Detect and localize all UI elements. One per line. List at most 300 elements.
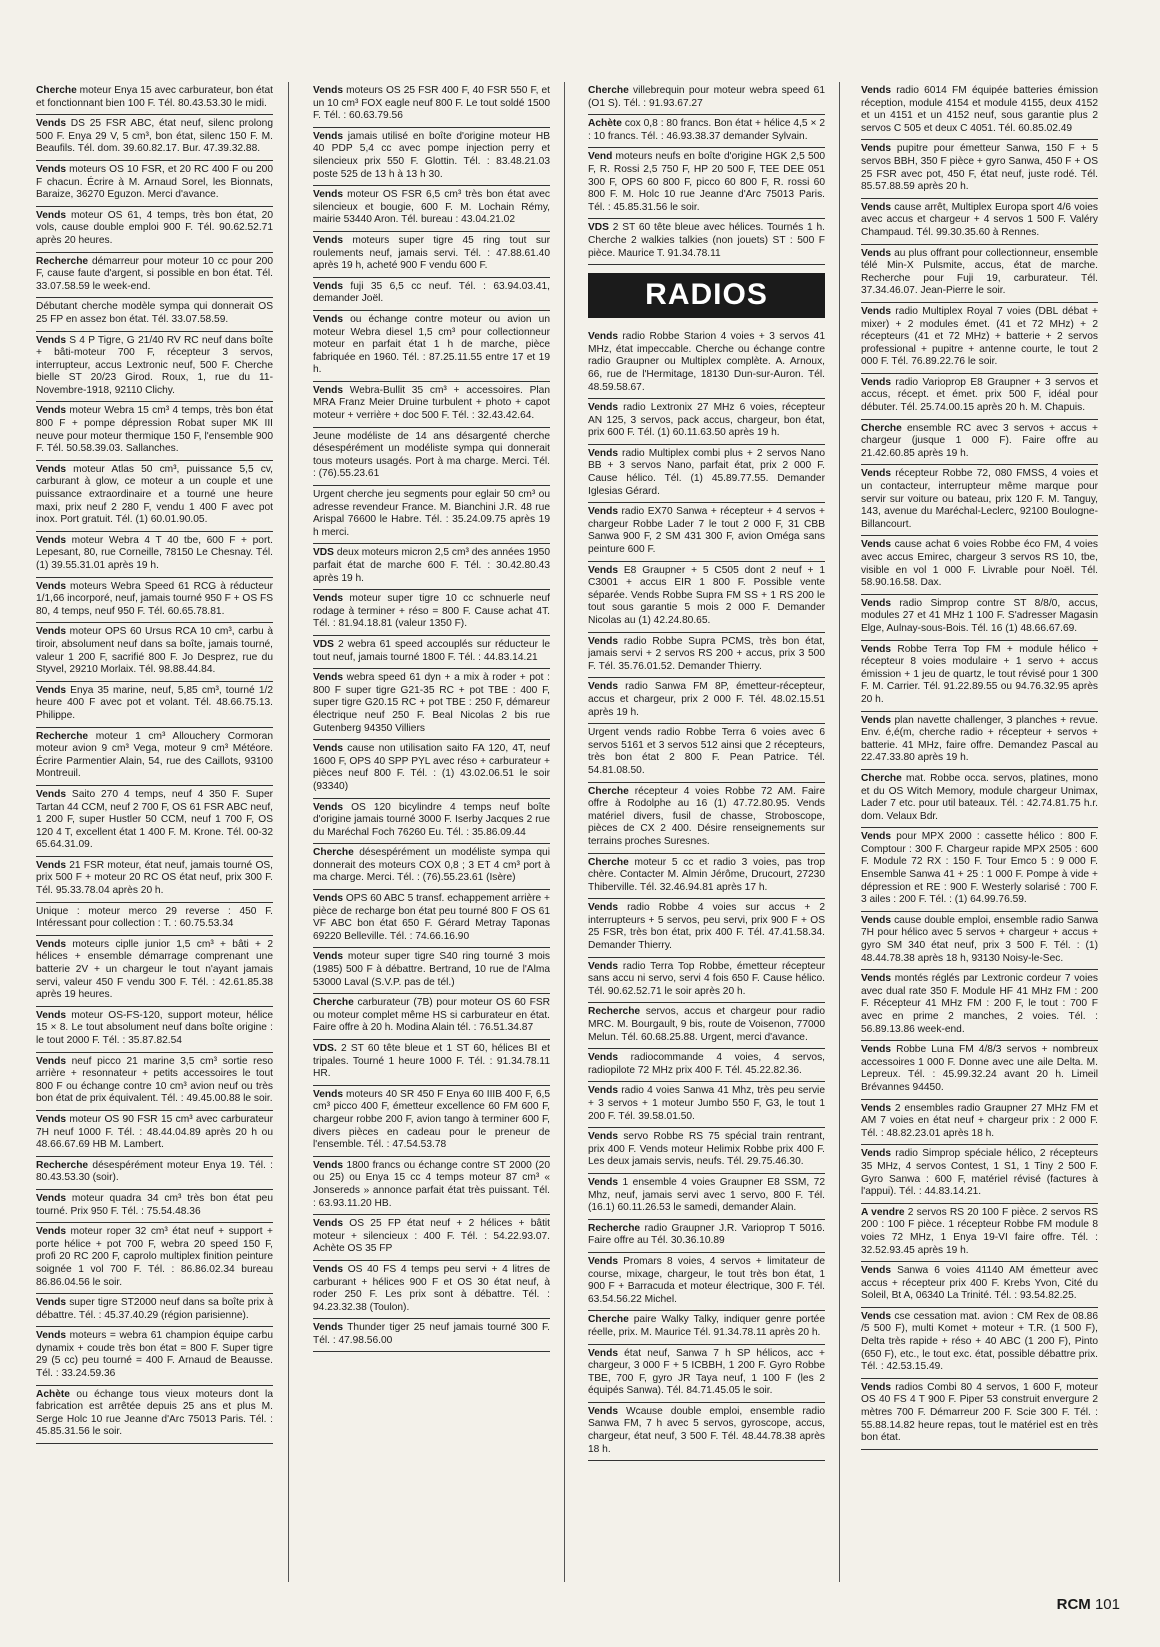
classified-ad (36, 786, 273, 857)
ad-keyword: Recherche (588, 1006, 641, 1018)
classified-ad (861, 140, 1098, 198)
ad-keyword: Vends (36, 1009, 67, 1021)
ad-keyword: Vends (313, 893, 344, 905)
ad-text: Urgent cherche jeu segments pour eglair 50 cm³ ou adresse revendeur France. M. Bianchini J.R. 48 rue Arispal 76600 le Habre. Tél. : 35.24.09.75 après 19 h merci. (313, 489, 550, 538)
classified-ad (313, 544, 550, 590)
ad-text: radio Simprop spéciale hélico, 2 récepteurs 35 MHz, 4 servos Contest, 1 S1, 1 Tiny 2 500 F. Gyro Sanwa : 600 F, matériel révisé (factures à l'appui). Tél. : 44.83.14.21. (861, 1148, 1098, 1198)
classified-ad (313, 428, 550, 486)
ad-keyword: Vends (313, 280, 344, 292)
classified-ad (861, 1262, 1098, 1308)
ad-keyword: Vends (861, 1148, 892, 1160)
ad-keyword: Cherche (861, 772, 902, 784)
ad-text: servos, accus et chargeur pour radio MRC. M. Bourgault, 9 bis, route de Voisenon, 77000 Melun. Tél. 60.68.25.88. Urgent, merci d'avance. (588, 1006, 825, 1043)
classified-ad (36, 682, 273, 728)
classified-ad (861, 828, 1098, 912)
classified-ad (36, 532, 273, 578)
classified-ad (588, 1403, 825, 1461)
ad-keyword: Vends (861, 85, 892, 96)
classified-ad (588, 1049, 825, 1082)
ad-text: moteur Enya 15 avec carburateur, bon état et fonctionnant bien 100 F. Tél. 80.43.53.30 le midi. (36, 85, 273, 109)
ad-keyword: Vends (36, 938, 67, 950)
ad-text: 2 ST 60 tête bleue avec hélices. Tournés 1 h. Cherche 2 walkies talkies (non jouets) ST : 500 F pièce. Maurice T. 91.34.78.11 (588, 222, 825, 259)
ad-keyword: Vends (313, 1159, 344, 1171)
ad-text: paire Walky Talky, indiquer genre portée réelle, prix. M. Maurice Tél. 91.34.78.11 après 20 h. (588, 1314, 825, 1338)
ad-keyword: Vends (588, 1052, 619, 1064)
classified-ad (588, 503, 825, 561)
classified-ad (36, 461, 273, 532)
ad-keyword: Vends (861, 247, 892, 259)
ad-keyword: Vends (36, 534, 67, 546)
classified-ad (588, 1311, 825, 1344)
classified-ad (313, 590, 550, 636)
ad-text: ou échange contre moteur ou avion un moteur Webra diesel 1,5 cm³ pour collectionneur moteur en parfait état 1 h de marche, pièce fabriquée en 1960. Tél. : 87.25.11.55 entre 17 et 19 h. (313, 313, 550, 376)
magazine-name: RCM (1056, 1596, 1091, 1613)
ad-keyword: Vends (313, 801, 344, 813)
ad-text: OS 120 bicylindre 4 temps neuf boîte d'origine jamais tourné 3000 F. Iserby Jacques 2 rue du Maréchal Foch 76260 Eu. Tél. : 35.86.09.44 (313, 801, 550, 838)
ad-keyword: Vends (588, 331, 619, 343)
ad-text: Sanwa 6 voies 41140 AM émetteur avec accus + récepteur prix 400 F. Krebs Yvon, Cité du Soleil, Bt A, 06340 La Trinité. Tél. : 93.54.82.25. (861, 1265, 1098, 1302)
classified-ad (36, 623, 273, 681)
ad-text: cause non utilisation saito FA 120, 4T, neuf 1600 F, OPS 40 SPP PYL avec réso + carburateur + pièces neuf 800 F. Tél. : (1) 43.02.06.51 le soir (93340) (313, 743, 550, 792)
ad-keyword: Recherche (36, 1159, 89, 1171)
ad-text: OS 40 FS 4 temps peu servi + 4 litres de carburant + hélices 900 F et OS 30 état neuf, à roder 250 F. Les prix sont à débattre. Tél. : 94.23.32.38 (Toulon). (313, 1263, 550, 1313)
classified-ad (861, 82, 1098, 140)
ad-text: plan navette challenger, 3 planches + revue. Env. é,é(m, cherche radio + récepteur + servos + batterie. 41 MHz, faire offre. Demandez Pascal au 22.47.33.80 après 19 h. (861, 714, 1098, 764)
classified-ad (861, 199, 1098, 245)
classified-ad (313, 1157, 550, 1215)
ad-text: neuf picco 21 marine 3,5 cm³ sortie reso arrière + resonnateur + petits accessoires le tout 800 F ou échange contre 10 cm³ avion neuf ou très bon état de prix équivalent. Tél. : 49.45.00.88 le soir. (36, 1055, 273, 1105)
ad-keyword: Vends (313, 313, 344, 325)
ad-keyword: Vends (861, 1310, 892, 1322)
classified-ad (588, 783, 825, 854)
ad-text: Débutant cherche modèle sympa qui donnerait OS 25 FP en assez bon état. Tél. 33.07.58.59. (36, 301, 273, 325)
ad-keyword: Vends (861, 143, 892, 155)
ad-text: DS 25 FSR ABC, état neuf, silenc prolong 500 F. Enya 29 V, 5 cm³, bon état, silenc 150 F. M. Beaufils. Tél. dom. 39.60.82.17. Bur. 47.39.32.88. (36, 118, 273, 155)
page-number: 101 (1094, 1596, 1120, 1613)
classified-ad (36, 1190, 273, 1223)
ad-text: moteurs = webra 61 champion équipe carbu dynamix + coude très bon état = 800 F. Super tigre 29 (5 cc) peu tourné = 400 F. Arnaud de Beausse. Tél. : 33.24.59.36 (36, 1330, 273, 1380)
ad-keyword: Vends (36, 405, 67, 417)
classified-ad (861, 1145, 1098, 1203)
ad-keyword: Vends (588, 1405, 619, 1417)
ad-keyword: Vends (313, 951, 344, 963)
ad-text: moteurs 40 SR 450 F Enya 60 IIIB 400 F, 6,5 cm³ picco 400 F, émetteur excellence 60 FM 600 F, chargeur robbe 200 F, avion tango à terminer 600 F, divers pièces en cadeau pour le preneur de l'ensemble. Tél. : 47.54.53.78 (313, 1088, 550, 1151)
classified-ad (313, 232, 550, 278)
classified-ad (36, 1053, 273, 1111)
classified-ad (36, 161, 273, 207)
ad-text: Robbe Luna FM 4/8/3 servos + nombreux accessoires 1 000 F. Donne avec une aile Delta. M. Lepreux. Tél. : 45.99.32.24 avant 20 h. Limeil Brévannes 94450. (861, 1044, 1098, 1093)
classified-ad (36, 1007, 273, 1053)
ad-keyword: Vend (588, 151, 613, 163)
ad-keyword: Recherche (588, 1222, 641, 1234)
classified-ad (36, 1294, 273, 1327)
ad-text: radio Lextronix 27 MHz 6 voies, récepteur AN 125, 3 servos, pack accus, chargeur, bon état, prix 600 F. Tél. (1) 60.11.63.50 après 19 h. (588, 402, 825, 439)
ad-text: radio Terra Top Robbe, émetteur récepteur sans accu ni servo, servi 4 fois 650 F. Cause hélico. Tél. 90.62.52.71 le soir après 20 h. (588, 960, 825, 997)
ad-text: Webra-Bullit 35 cm³ + accessoires. Plan MRA Franz Meier Druine turbulent + photo + capot moteur + verrière + doc 500 F. Tél. : 32.43.42.64. (313, 384, 550, 422)
classified-ad (861, 912, 1098, 970)
ad-keyword: Vends (36, 163, 67, 175)
classified-ad (313, 486, 550, 544)
classified-ad (313, 948, 550, 994)
ad-keyword: VDS (588, 222, 609, 234)
ad-text: OS 25 FP état neuf + 2 hélices + bâtit moteur + silencieux : 400 F. Tél. : 54.22.93.07. Achète OS 35 FP (313, 1218, 550, 1255)
classified-ad (313, 636, 550, 669)
ad-keyword: Vends (36, 334, 67, 346)
ad-keyword: Vends (313, 384, 344, 396)
ad-text: radio Robbe Starion 4 voies + 3 servos 41 MHz, état impeccable. Cherche ou échange contre radio Graupner ou Multiplex complète. A. Arnoux, 66, rue de l'Hermitage, 18130 Dun-sur-Auron. Tél. 48.59.58.67. (588, 331, 825, 393)
ad-text: radio Graupner J.R. Varioprop T 5016. Faire offre au Tél. 30.36.10.89 (588, 1222, 825, 1247)
ad-keyword: VDS. (313, 1043, 337, 1054)
ad-text: démarreur pour moteur 10 cc pour 200 F, cause faute d'argent, si possible en bon état. Tél. 33.07.58.59 le week-end. (36, 255, 273, 292)
ad-text: au plus offrant pour collectionneur, ensemble télé Min-X Pulsmite, accus, état de marche. Recherche pour Fuji 19, carburateur. Tél. 37.34.46.07. Jean-Pierre le soir. (861, 247, 1098, 297)
classified-ad (313, 740, 550, 798)
ad-keyword: Vends (588, 681, 619, 693)
ad-keyword: A vendre (861, 1206, 905, 1218)
ad-text: moteur OS 61, 4 temps, très bon état, 20 vols, cause double emploi 900 F. Tél. 90.62.52.71 après 20 heures. (36, 209, 273, 246)
ad-text: webra speed 61 dyn + a mix à roder + pot : 800 F super tigre G21-35 RC + pot TBE : 400 F, super tigre G20.15 RC + pot TBE : 250 F, démareur électrique neuf 250 F. Beal Nicolas 2 bis rue Gutenberg 94350 Villiers (313, 672, 550, 734)
ad-keyword: Vends (313, 234, 344, 246)
ad-text: moteurs neufs en boîte d'origine HGK 2,5 500 F, R. Rossi 2,5 750 F, HP 20 500 F, TEE DEE 051 300 F, OPS 60 800 F, picco 60 800 F, R. rossi 60 800 F. M. Holc 10 rue Jeanne d'Arc 75013 Paris. Tél. : 45.85.31.56 le soir. (588, 151, 825, 213)
classified-ad (588, 1082, 825, 1128)
ad-keyword: VDS (313, 547, 334, 559)
ad-text: Thunder tiger 25 neuf jamais tourné 300 F. Tél. : 47.98.56.00 (313, 1322, 550, 1346)
ad-text: désespérément un modéliste sympa qui donnerait des moteurs COX 0,8 ; 3 ET 4 cm³ port à ma charge. Merci. Tél. : (76).55.23.61 (Isère) (313, 847, 550, 884)
ad-keyword: Vends (861, 914, 892, 926)
ad-keyword: Cherche (588, 1314, 629, 1326)
ad-text: ou échange tous vieux moteurs dont la fabrication est arrêtée depuis 25 ans et plus M. Serge Holc 10 rue Jeanne d'Arc 75013 Paris. Tél. : 45.85.31.56 le soir. (36, 1388, 273, 1438)
classified-ad (36, 115, 273, 161)
section-header-radios: RADIOS (588, 273, 825, 318)
ad-keyword: Vends (313, 593, 344, 605)
ad-text: moteurs super tigre 45 ring tout sur roulements neuf, jamais servi. Tél. : 47.88.61.40 après 19 h, acheté 900 F vendu 600 F. (313, 234, 550, 272)
ad-text: moteur OS-FS-120, support moteur, hélice 15 × 8. Le tout absolument neuf dans boîte origine : le tout 2000 F. Tél. : 35.87.82.54 (36, 1009, 273, 1046)
ad-keyword: Vends (861, 305, 892, 317)
ad-keyword: Cherche (313, 997, 354, 1009)
ad-keyword: Recherche (36, 255, 89, 267)
classified-ad (36, 1111, 273, 1157)
ad-keyword: Achète (588, 118, 622, 130)
ad-keyword: Vends (588, 902, 619, 914)
ad-keyword: Vends (588, 1255, 619, 1267)
ad-keyword: Vends (36, 463, 67, 475)
ad-keyword: Vends (588, 635, 619, 647)
classified-ad (313, 186, 550, 232)
ad-keyword: Vends (36, 580, 67, 592)
ad-keyword: Vends (36, 1055, 67, 1067)
ad-text: OPS 60 ABC 5 transf. echappement arrière + pièce de recharge bon état peu tourné 800 F OS 61 VF ABC bon état 650 F. Gérard Metray Taponas 69220 Belleville. Tél. : 74.66.16.90 (313, 893, 550, 942)
ad-text: radio Varioprop E8 Graupner + 3 servos et accus, récept. et émet. prix 500 F, idéal pour débuter. Tél. 25.74.00.15 après 20 h. M. Chapuis. (861, 376, 1098, 414)
classified-ad (588, 445, 825, 503)
ad-text: Enya 35 marine, neuf, 5,85 cm³, tourné 1/2 heure 400 F avec pot et volant. Tél. 48.66.75.13. Philippe. (36, 684, 273, 721)
classified-ad (861, 1041, 1098, 1099)
classified-ad (313, 1261, 550, 1319)
ad-text: ensemble RC avec 3 servos + accus + chargeur (jusque 1 000 F). Faire offre au 21.42.60.85 après 19 h. (861, 422, 1098, 459)
classified-ad (588, 958, 825, 1004)
classified-ad (861, 970, 1098, 1041)
ad-keyword: Cherche (861, 422, 902, 434)
classified-ad (36, 82, 273, 115)
ad-text: radio 6014 FM équipée batteries émission réception, module 4154 et module 4155, deux 4152 et un 4151 et un 4152 neuf, sous garantie plus 2 servos C 505 et deux C 4051. Tél. 60.85.02.49 (861, 85, 1098, 134)
ad-text: 1800 francs ou échange contre ST 2000 (20 ou 25) ou Enya 15 cc 4 temps moteur 87 cm³ « Jonsereds » annonce parfait état très puissant. Tél. : 63.93.11.20 HB. (313, 1159, 550, 1209)
classified-ad (36, 1223, 273, 1294)
ad-text: S 4 P Tigre, G 21/40 RV RC neuf dans boîte + bâti-moteur 700 F, récepteur 3 servos, interrupteur, accus Lextronic neuf, 500 F. Cherche bielle ST 20/23 Girod. Roux, 1, rue du 11-Novembre-1918, 92110 Clichy. (36, 334, 273, 396)
classified-ad (588, 899, 825, 957)
classified-ad (588, 148, 825, 219)
ad-keyword: Vends (313, 85, 344, 96)
ad-keyword: Vends (861, 1044, 892, 1056)
ad-text: radio Multiplex combi plus + 2 servos Nano BB + 3 servos Nano, parfait état, prix 2 000 F. Cause hélico. Tél. (1) 45.89.77.55. Demander Iglesias Gérard. (588, 447, 825, 497)
classified-ad (588, 1128, 825, 1174)
ad-keyword: Vends (588, 447, 619, 459)
column-divider (839, 82, 840, 1582)
ad-text: radio Robbe 4 voies sur accus + 2 interrupteurs + 5 servos, peu servi, prix 900 F + OS 25 FSR, très bon état, prix 400 F. Tél. 47.41.58.34. Demander Thierry. (588, 902, 825, 952)
ad-text: deux moteurs micron 2,5 cm³ des années 1950 parfait état de marche 600 F. Tél. : 30.42.80.43 après 19 h. (313, 547, 550, 584)
classified-ad (861, 374, 1098, 420)
classified-ad (861, 1204, 1098, 1262)
ad-text: 2 servos RS 20 100 F pièce. 2 servos RS 200 : 100 F pièce. 1 récepteur Robbe FM module 8 voies 72 MHz, 1 Enya 19-VI faire offre. Tél. : 32.52.93.45 après 19 h. (861, 1206, 1098, 1256)
ad-text: moteur roper 32 cm³ état neuf + support + porte hélice + pot 700 F, webra 20 speed 150 F, profi 20 RC 200 F, caprolo multiplex finition peinture soignée 1 vol 700 F. Tél. : 86.86.02.34 bureau 86.86.04.56 le soir. (36, 1226, 273, 1288)
ad-keyword: Vends (36, 1330, 67, 1342)
classified-ad (313, 278, 550, 311)
ad-keyword: Vends (588, 1131, 619, 1143)
ad-keyword: Vends (861, 201, 892, 213)
ad-keyword: Vends (588, 402, 619, 414)
ad-text: Promars 8 voies, 4 servos + limitateur de course, mixage, chargeur, le tout très bon état, 1 900 F + Barracuda et moteur électrique, 300 F. Tél. 63.54.56.22 Michel. (588, 1255, 825, 1305)
ad-text: cause arrêt, Multiplex Europa sport 4/6 voies avec accus et chargeur + 4 servos 1 500 F. Valéry Champaud. Tél. 99.30.35.60 à Rennes. (861, 201, 1098, 238)
ad-text: mat. Robbe occa. servos, platines, mono et du OS Witch Memory, module chargeur Unimax, Lader 7 etc. pour util bateaux. Tél. : 42.74.81.75 h.r. dom. Velaux Bdr. (861, 772, 1098, 822)
ad-keyword: Cherche (588, 856, 629, 868)
ad-text: moteur OS 90 FSR 15 cm³ avec carburateur 7H neuf 1000 F. Tél. : 48.44.04.89 après 20 h ou 48.66.67.69 HB M. Lambert. (36, 1113, 273, 1151)
ad-text: cox 0,8 : 80 francs. Bon état + hélice 4,5 × 2 : 10 francs. Tél. : 46.93.38.37 demander Sylvain. (588, 118, 825, 142)
classified-ad (313, 799, 550, 845)
classified-ad (861, 712, 1098, 770)
ad-keyword: Vends (36, 1113, 67, 1125)
ad-keyword: Vends (36, 1192, 67, 1204)
ad-keyword: Vends (588, 960, 619, 972)
classified-ad (36, 1386, 273, 1444)
classified-ad (588, 1003, 825, 1049)
classified-ad (313, 890, 550, 948)
ad-text: montés réglés par Lextronic cordeur 7 voies avec dual rate 350 F. Module HF 41 MHz FM : 200 F. Récepteur 41 MHz FM : 200 F, le tout : 700 F avec en prime 2 manches, 2 voies. Tél. : 56.89.13.86 week-end. (861, 973, 1098, 1035)
ad-keyword: Vends (313, 189, 344, 201)
classified-ad (588, 562, 825, 633)
ad-keyword: Vends (861, 1102, 892, 1114)
classified-ad (588, 1253, 825, 1311)
classified-ad (36, 728, 273, 786)
classified-ad (313, 1086, 550, 1157)
column-1 (36, 82, 273, 1582)
ad-text: moteur super tigre S40 ring tourné 3 mois (1985) 500 F à débattre. Bertrand, 10 rue de l'Alma 53000 Laval (S.V.P. pas de tél.) (313, 951, 550, 988)
column-divider (564, 82, 565, 1582)
ad-text: Urgent vends radio Robbe Terra 6 voies avec 6 servos 5161 et 3 servos 512 ainsi que 2 récepteurs, très bon état 2 800 F. Pean Patrice. Tél. 54.81.08.50. (588, 727, 825, 776)
ad-keyword: Vends (36, 684, 67, 696)
ad-text: radio Multiplex Royal 7 voies (DBL débat + mixer) + 2 modules émet. (41 et 72 MHz) + 2 récepteurs (41 et 72 MHz) + batterie + 2 servos professional + pupitre + antenne courte, le tout 2 000 F. Tél. 76.89.22.76 le soir. (861, 305, 1098, 368)
classified-ad (313, 994, 550, 1040)
ad-text: moteur OPS 60 Ursus RCA 10 cm³, carbu à tiroir, absolument neuf dans sa boîte, jamais tourné, valeur 1 200 F, sacrifié 800 F. Jo Desprez, rue du Styvel, 29210 Morlaix. Tél. 98.88.44.84. (36, 626, 273, 676)
ad-keyword: Vends (36, 1226, 67, 1238)
ad-text: désespérément moteur Enya 19. Tél. : 80.43.53.30 (soir). (36, 1159, 273, 1184)
ad-keyword: Vends (36, 788, 67, 800)
classified-ad (36, 578, 273, 624)
classified-ad (36, 903, 273, 936)
ad-keyword: Cherche (36, 85, 77, 96)
classified-ad (588, 854, 825, 900)
classified-ad (36, 207, 273, 253)
classified-ad (313, 844, 550, 890)
ad-text: Unique : moteur merco 29 reverse : 450 F. Intéressant pour collection : T. : 60.75.53.34 (36, 905, 273, 930)
ad-keyword: Vends (861, 539, 892, 551)
ad-text: récepteur Robbe 72, 080 FMSS, 4 voies et un contacteur, interrupteur même marque pour servir sur voiture ou bateau, prix 120 F. M. Tanguy, 143, avenue du Maréchal-Leclerc, 92100 Boulogne-Billancourt. (861, 468, 1098, 530)
ad-text: moteur 1 cm³ Allouchery Cormoran moteur avion 9 cm³ Vega, moteur 9 cm³ Météore. Écrire Parmentier Alain, 54, rue des Caillots, 93100 Montreuil. (36, 730, 273, 780)
classified-ad (588, 115, 825, 148)
ad-text: radio Robbe Supra PCMS, très bon état, jamais servi + 2 servos RS 200 + accus, prix 3 500 F. Tél. 35.76.01.52. Demander Thierry. (588, 635, 825, 672)
ad-text: radio Sanwa FM 8P, émetteur-récepteur, accus et chargeur, prix 2 000 F. Tél. 48.02.15.51 après 19 h. (588, 681, 825, 718)
ad-text: 2 ST 60 tête bleue et 1 ST 60, hélices BI et tripales. Tourné 1 heure 1000 F. Tél. : 91.34.78.11 HR. (313, 1043, 550, 1080)
classified-ad (588, 1174, 825, 1220)
ad-keyword: Vends (36, 118, 67, 130)
ad-keyword: Vends (861, 376, 892, 388)
page-footer (1057, 1596, 1120, 1613)
ad-text: cse cessation mat. avion : CM Rex de 08.86 /5 500 F), multi Komet + moteur + T.R. (1 500 F), Delta très rapide + réso + 40 ABC (1 200 F), Pinto (650 F), etc., le tout exc. état, possible débattre prix. Tél. : 42.53.15.49. (861, 1310, 1098, 1373)
classified-ad (861, 1379, 1098, 1450)
ad-keyword: Vends (588, 1085, 619, 1097)
classified-ad (313, 128, 550, 186)
classified-ad (313, 669, 550, 740)
ad-keyword: Vends (588, 506, 619, 518)
ad-keyword: Achète (36, 1388, 70, 1400)
classified-ad (588, 1345, 825, 1403)
ad-text: radiocommande 4 voies, 4 servos, radiopilote 72 MHz prix 400 F. Tél. 45.22.82.36. (588, 1052, 825, 1076)
ad-text: radio EX70 Sanwa + récepteur + 4 servos + chargeur Robbe Lader 7 le tout 2 000 F, 31 CBB Sanwa 900 F, 2 SM 431 300 F, avion Oméga sans peinture 600 F. (588, 506, 825, 556)
ad-keyword: Vends (313, 1218, 344, 1230)
classified-ad (313, 382, 550, 428)
ad-text: servo Robbe RS 75 spécial train rentrant, prix 400 F. Vends moteur Helimix Robbe prix 400 F. Les deux jamais servis, neufs. Tél. 29.75.46.30. (588, 1131, 825, 1168)
ad-text: 21 FSR moteur, état neuf, jamais tourné OS, prix 500 F + moteur 20 RC OS état neuf, prix 300 F. Tél. 95.33.78.04 après 20 h. (36, 859, 273, 897)
ad-text: villebrequin pour moteur webra speed 61 (O1 S). Tél. : 91.93.67.27 (588, 85, 825, 109)
classified-ad (313, 82, 550, 128)
ad-keyword: Cherche (588, 85, 629, 96)
ad-keyword: Recherche (36, 730, 89, 742)
ad-keyword: Vends (861, 643, 892, 655)
ad-keyword: Vends (588, 564, 619, 576)
ad-keyword: Vends (861, 468, 892, 480)
ad-keyword: Vends (313, 1322, 344, 1334)
classified-ad (36, 936, 273, 1007)
ad-text: carburateur (7B) pour moteur OS 60 FSR ou moteur complet même HS si carburateur en état. Faire offre à 20 h. Modina Alain tél. : 76.51.34.87 (313, 997, 550, 1034)
ad-text: radio 4 voies Sanwa 41 Mhz, très peu servie + 3 servos + 1 moteur Jumbo 550 F, G3, le tout 1 200 F. Tél. 39.58.01.50. (588, 1085, 825, 1122)
ad-keyword: Vends (588, 1176, 619, 1188)
classified-ad (861, 595, 1098, 641)
ad-keyword: Vends (861, 1381, 892, 1393)
ad-text: radio Simprop contre ST 8/8/0, accus, modules 27 et 41 MHz 1 100 F. S'adresser Magasin Elge, Aulnay-sous-Bois. Tél. 16 (1) 48.66.67.69. (861, 597, 1098, 634)
ad-keyword: Vends (313, 1088, 344, 1100)
ad-text: Robbe Terra Top FM + module hélico + récepteur 8 voies modulaire + 1 servo + accus émission + 1 jeu de quartz, le tout révisé pour 1 300 F. M. Carrier. Tél. 91.22.89.55 ou 94.76.32.95 après 20 h. (861, 643, 1098, 705)
ad-text: pupitre pour émetteur Sanwa, 150 F + 5 servos BBH, 350 F pièce + gyro Sanwa, 450 F + OS 25 FSR avec pot, 450 F, état neuf, juste rodé. Tél. 85.57.88.59 après 20 h. (861, 143, 1098, 193)
ad-text: Wcause double emploi, ensemble radio Sanwa FM, 7 h avec 5 servos, gyroscope, accus, chargeur, état neuf, 3 500 F. Tél. 48.44.78.38 après 18 h. (588, 1405, 825, 1455)
column-divider (288, 82, 289, 1582)
classified-ad (313, 311, 550, 382)
ad-text: jamais utilisé en boîte d'origine moteur HB 40 PDP 5,4 cc avec pompe injection perry et silencieux prix 550 F. Glottin. Tél. : 83.48.21.03 poste 525 de 13 h à 13 h 30. (313, 130, 550, 180)
ad-keyword: Vends (313, 130, 344, 142)
ad-text: récepteur 4 voies Robbe 72 AM. Faire offre à Rodolphe au 16 (1) 47.72.80.95. Vends matériel divers, fusil de chasse, Stroboscope, pièces de CX 2 400. Désire renseignements sur terrains proches Suresnes. (588, 785, 825, 847)
ad-text: 1 ensemble 4 voies Graupner E8 SSM, 72 Mhz, neuf, jamais servi avec 1 servo, 800 F. Tél. (16.1) 60.11.26.53 le samedi, demander Alain. (588, 1176, 825, 1214)
classified-ad (861, 303, 1098, 374)
classified-ad (861, 770, 1098, 828)
ad-keyword: Vends (861, 973, 892, 985)
classified-ad (36, 298, 273, 331)
classified-ad (36, 857, 273, 903)
classified-ad (588, 219, 825, 265)
ad-text: fuji 35 6,5 cc neuf. Tél. : 63.94.03.41, demander Joël. (313, 280, 550, 305)
ad-text: moteur OS FSR 6,5 cm³ très bon état avec silencieux et bougie, 600 F. M. Lochain Rémy, mairie 53440 Aron. Tél. bureau : 43.04.21.02 (313, 189, 550, 226)
column-3 (588, 82, 825, 1582)
classified-ad (36, 402, 273, 460)
ad-keyword: Cherche (313, 847, 354, 859)
classified-ad (588, 1220, 825, 1253)
ad-text: moteurs OS 10 FSR, et 20 RC 400 F ou 200 F chacun. Écrire à M. Arnaud Sorel, les Bionnats, Baraize, 36270 Eguzon. Merci d'avance. (36, 163, 273, 201)
classified-ad (588, 82, 825, 115)
classified-ad (36, 332, 273, 403)
ad-keyword: Vends (861, 1265, 892, 1277)
column-4 (861, 82, 1098, 1582)
classified-ad (36, 1157, 273, 1190)
ad-keyword: Vends (36, 859, 67, 871)
ad-text: moteur super tigre 10 cc schnuerle neuf rodage à terminer + réso = 800 F. Cause achat 4T. Tél. : 81.94.18.81 (valeur 1350 F). (313, 593, 550, 630)
ad-text: moteur Atlas 50 cm³, puissance 5,5 cv, carburant à glow, ce moteur a un couple et une puissance extraordinaire et a tourné une heure maxi, prix neuf 2 280 F, vendu 1 400 F avec pot inox. Port gratuit. Tél. (1) 60.01.90.05. (36, 463, 273, 526)
ad-text: moteurs OS 25 FSR 400 F, 40 FSR 550 F, et un 10 cm³ FOX eagle neuf 800 F. Le tout soldé 1500 F. Tél. : 60.63.79.56 (313, 85, 550, 122)
ad-text: moteurs Webra Speed 61 RCG à réducteur 1/1,66 incorporé, neuf, jamais tourné 950 F + OS FS 80, 4 temps, neuf 950 F. Tél. 60.65.78.81. (36, 580, 273, 617)
ad-keyword: Vends (313, 672, 344, 684)
ad-keyword: Vends (36, 1297, 67, 1309)
ad-text: moteur 5 cc et radio 3 voies, pas trop chère. Contacter M. Almin Jérôme, Drucourt, 27230 Thiberville. Tél. 32.46.94.81 après 17 h. (588, 856, 825, 893)
classified-ad (861, 245, 1098, 303)
ad-text: Jeune modéliste de 14 ans désargenté cherche désespérément un modéliste sympa qui donnerait tous moteurs usagés. Port à ma charge. Merci. Tél. : (76).55.23.61 (313, 430, 550, 480)
ad-text: moteurs ciplle junior 1,5 cm³ + bâti + 2 hélices + ensemble démarrage comprenant une batterie 2V + un chargeur le tout n'ayant jamais servi, valeur 450 F vendu 300 F. Tél. : 42.61.85.38 après 19 heures. (36, 938, 273, 1001)
classified-ad (861, 536, 1098, 594)
ad-keyword: Vends (36, 209, 67, 221)
ad-keyword: Vends (313, 743, 344, 755)
ad-text: 2 ensembles radio Graupner 27 MHz FM et AM 7 voies en état neuf + chargeur prix : 2 000 F. Tél. : 48.82.23.01 après 18 h. (861, 1102, 1098, 1139)
classified-ad (861, 1308, 1098, 1379)
classified-ad (861, 1100, 1098, 1146)
ad-text: moteur Webra 4 T 40 tbe, 600 F + port. Lepesant, 80, rue Corneille, 78150 Le Chesnay. Tél. (1) 39.55.31.01 après 19 h. (36, 534, 273, 571)
classified-ad (861, 465, 1098, 536)
ad-keyword: VDS (313, 638, 334, 650)
classified-ad (313, 1040, 550, 1086)
ad-text: moteur Webra 15 cm³ 4 temps, très bon état 800 F + pompe dépression Robat super MK III neuve pour moteur thermique 150 F, l'ensemble 900 F. Tél. 50.58.39.03. Sallanches. (36, 405, 273, 455)
classified-ad (588, 399, 825, 445)
ad-text: pour MPX 2000 : cassette hélico : 800 F. Comptour : 300 F. Chargeur rapide MPX 2505 : 600 F. Module 72 RX : 150 F. Tour Emco 5 : 9 000 F. Ensemble Sanwa 41 + 25 : 1 000 F. Pompe à vide + dépression et RE : 900 F. Westerly solarisé : 700 F. 3 ailes : 200 F. Tél. : (1) 64.99.76.59. (861, 831, 1098, 906)
classified-ad (861, 420, 1098, 466)
classified-ad (588, 678, 825, 724)
column-2 (313, 82, 550, 1582)
classified-ad (588, 724, 825, 782)
ad-text: cause double emploi, ensemble radio Sanwa 7H pour hélico avec 5 servos + chargeur + accus + gyro SM 340 état neuf, prix 3 500 F. Tél. : (1) 48.44.78.38 après 18 h, 93130 Noisy-le-Sec. (861, 914, 1098, 964)
classified-ad (861, 641, 1098, 712)
ad-keyword: Vends (313, 1263, 344, 1275)
ad-text: super tigre ST2000 neuf dans sa boîte prix à débattre. Tél. : 45.37.40.29 (région parisienne). (36, 1297, 273, 1321)
ad-text: radios Combi 80 4 servos, 1 600 F, moteur OS 40 FS 4 T 900 F. Piper 53 construit envergure 2 mètres 700 F. Démarreur 200 F. Scie 300 F. Tél. : 55.88.14.82 heure repas, tout le matériel est en très bon état. (861, 1381, 1098, 1444)
ad-keyword: Vends (588, 1347, 619, 1359)
ad-keyword: Vends (36, 626, 67, 638)
classified-ad (313, 1319, 550, 1352)
ad-text: état neuf, Sanwa 7 h SP hélicos, acc + chargeur, 3 000 F + 5 ICBBH, 1 200 F. Gyro Robbe TBE, 700 F, gyro JR Taya neuf, 1 100 F (les 2 équipés Sanwa). Tél. 84.71.45.05 le soir. (588, 1347, 825, 1397)
ad-keyword: Vends (861, 714, 892, 726)
ad-keyword: Cherche (588, 785, 629, 797)
ad-text: E8 Graupner + 5 C505 dont 2 neuf + 1 C3001 + accus EIR 1 800 F. Possible vente séparée. Vends Robbe Supra FM SS + 1 RS 200 le tout sous garantie 5 mois 2 000 F. Demander Nicolas au (1) 42.24.80.65. (588, 564, 825, 626)
classified-ad (588, 633, 825, 679)
ad-keyword: Vends (861, 831, 892, 843)
